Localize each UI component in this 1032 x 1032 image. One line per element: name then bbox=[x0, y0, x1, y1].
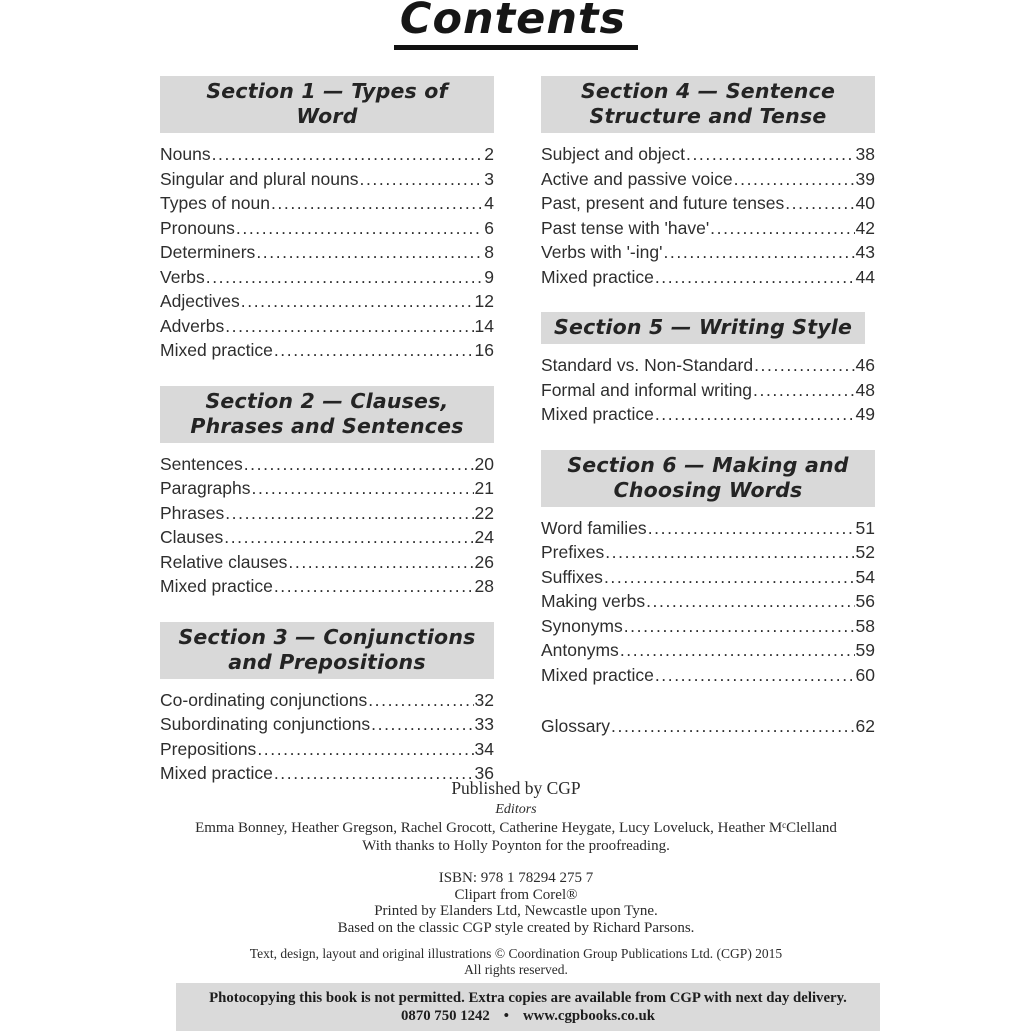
glossary-entry-slot bbox=[541, 714, 875, 739]
entry-label: Relative clauses bbox=[160, 551, 288, 572]
leader-dots bbox=[256, 240, 483, 265]
entry-label: Word families bbox=[541, 517, 647, 538]
toc-entry bbox=[160, 501, 494, 526]
entry-label: Standard vs. Non-Standard bbox=[541, 355, 754, 375]
toc-section bbox=[541, 450, 875, 688]
entry-label: Types of noun bbox=[160, 193, 270, 213]
entry-page-number: 44 bbox=[855, 266, 875, 287]
toc-section bbox=[160, 386, 494, 599]
entry-page-number: 40 bbox=[855, 193, 875, 213]
toc-entry bbox=[541, 240, 875, 265]
leader-dots bbox=[236, 216, 483, 241]
entry-label: Mixed practice bbox=[541, 664, 654, 685]
entry-page-number: 52 bbox=[855, 542, 875, 562]
phone-number: 0870 750 1242 bbox=[401, 1008, 490, 1024]
rights-line: All rights reserved. bbox=[464, 962, 568, 977]
entry-label: Making verbs bbox=[541, 591, 646, 611]
section-title: Section 5 — Writing Style bbox=[554, 315, 853, 339]
leader-dots bbox=[753, 378, 854, 403]
leader-dots bbox=[785, 191, 854, 216]
entry-page-number: 60 bbox=[855, 664, 875, 685]
entry-label: Adjectives bbox=[160, 291, 240, 311]
toc-section bbox=[541, 312, 875, 427]
printed-line: Printed by Elanders Ltd, Newcastle upon Tyne. bbox=[374, 903, 658, 919]
entry-label: Past tense with 'have' bbox=[541, 217, 710, 238]
entry-page-number: 33 bbox=[474, 714, 494, 734]
toc-entry bbox=[160, 338, 494, 363]
isbn-line: ISBN: 978 1 78294 275 7 bbox=[438, 870, 594, 886]
entry-page-number: 62 bbox=[855, 716, 875, 736]
entry-label: Pronouns bbox=[160, 217, 235, 238]
section-title: Section 4 — Sentence Structure and Tense bbox=[580, 79, 836, 128]
entry-page-number: 49 bbox=[855, 404, 875, 424]
entry-label: Subordinating conjunctions bbox=[160, 714, 371, 734]
section-title: Section 1 — Types of Word bbox=[206, 79, 448, 128]
entry-page-number: 48 bbox=[855, 379, 875, 400]
entry-page-number: 56 bbox=[855, 591, 875, 611]
bullet-separator: • bbox=[503, 1008, 509, 1024]
entry-page-number: 34 bbox=[474, 738, 494, 759]
entry-page-number: 59 bbox=[855, 640, 875, 660]
leader-dots bbox=[257, 737, 473, 762]
leader-dots bbox=[663, 240, 854, 265]
entry-label: Subject and object bbox=[541, 144, 685, 164]
section-header bbox=[160, 622, 494, 679]
toc-entry bbox=[541, 191, 875, 216]
section-entries bbox=[541, 353, 875, 427]
entry-label: Suffixes bbox=[541, 566, 603, 587]
toc-entry bbox=[541, 714, 875, 739]
entry-page-number: 21 bbox=[474, 478, 494, 498]
section-header bbox=[541, 450, 875, 507]
copyright-line: Text, design, layout and original illustrations © Coordination Group Publications Ltd. (CGP) 2015 bbox=[249, 946, 783, 961]
toc-entry bbox=[160, 550, 494, 575]
entry-page-number: 9 bbox=[484, 266, 494, 287]
toc-entry bbox=[160, 240, 494, 265]
leader-dots bbox=[710, 216, 854, 241]
leader-dots bbox=[620, 638, 855, 663]
section-entries bbox=[541, 516, 875, 688]
entry-label: Mixed practice bbox=[160, 576, 273, 596]
toc-entry bbox=[541, 589, 875, 614]
leader-dots bbox=[655, 265, 855, 290]
entry-page-number: 12 bbox=[474, 291, 494, 311]
entry-label: Past, present and future tenses bbox=[541, 193, 785, 213]
leader-dots bbox=[371, 712, 473, 737]
entry-page-number: 54 bbox=[855, 566, 875, 587]
entry-page-number: 2 bbox=[484, 144, 494, 164]
toc-entry bbox=[160, 314, 494, 339]
toc-section bbox=[160, 622, 494, 786]
leader-dots bbox=[648, 516, 855, 541]
leader-dots bbox=[241, 289, 474, 314]
toc-entry bbox=[160, 737, 494, 762]
section-header bbox=[541, 312, 865, 344]
leader-dots bbox=[251, 476, 473, 501]
entry-label: Determiners bbox=[160, 242, 256, 262]
leader-dots bbox=[225, 501, 473, 526]
section-title: Section 3 — Conjunctions and Prepositions bbox=[178, 624, 476, 674]
entry-label: Singular and plural nouns bbox=[160, 168, 359, 189]
section-header bbox=[160, 386, 494, 443]
entry-label: Mixed practice bbox=[160, 763, 273, 783]
toc-entry bbox=[160, 289, 494, 314]
toc-entry bbox=[160, 574, 494, 599]
toc-entry bbox=[541, 142, 875, 167]
leader-dots bbox=[244, 452, 474, 477]
contact-line bbox=[176, 1007, 880, 1025]
entry-page-number: 4 bbox=[484, 193, 494, 213]
toc-entry bbox=[160, 142, 494, 167]
entry-label: Prefixes bbox=[541, 542, 605, 562]
leader-dots bbox=[604, 565, 855, 590]
leader-dots bbox=[224, 525, 473, 550]
section-title: Section 2 — Clauses, Phrases and Sentences bbox=[190, 388, 464, 438]
entry-page-number: 28 bbox=[474, 576, 494, 596]
toc-entry bbox=[160, 265, 494, 290]
toc-entry bbox=[160, 167, 494, 192]
leader-dots bbox=[274, 574, 474, 599]
entry-label: Active and passive voice bbox=[541, 168, 733, 189]
entry-page-number: 14 bbox=[474, 315, 494, 336]
toc-entry bbox=[541, 638, 875, 663]
section-header bbox=[160, 76, 494, 133]
toc-entry bbox=[160, 476, 494, 501]
leader-dots bbox=[655, 663, 855, 688]
entry-label: Mixed practice bbox=[160, 340, 273, 360]
entry-label: Prepositions bbox=[160, 738, 257, 759]
section-entries bbox=[160, 142, 494, 363]
leader-dots bbox=[206, 265, 484, 290]
entry-page-number: 58 bbox=[855, 615, 875, 636]
title-wrap bbox=[0, 0, 1032, 50]
toc-entry bbox=[541, 353, 875, 378]
publisher-block bbox=[0, 778, 1032, 978]
toc-entry bbox=[541, 402, 875, 427]
toc-entry bbox=[541, 565, 875, 590]
toc-entry bbox=[541, 516, 875, 541]
editors-names: Emma Bonney, Heather Gregson, Rachel Grocott, Catherine Heygate, Lucy Loveluck, Heather MᶜClelland bbox=[195, 820, 837, 836]
toc-entry bbox=[160, 525, 494, 550]
leader-dots bbox=[271, 191, 483, 216]
photocopying-text: Photocopying this book is not permitted. Extra copies are available from CGP with next day delivery. bbox=[209, 990, 847, 1006]
toc-column-left bbox=[160, 76, 494, 809]
leader-dots bbox=[368, 688, 473, 713]
entry-page-number: 3 bbox=[484, 168, 494, 189]
leader-dots bbox=[754, 353, 854, 378]
based-on-line: Based on the classic CGP style created by Richard Parsons. bbox=[337, 919, 695, 936]
clipart-line: Clipart from Corel® bbox=[454, 886, 578, 903]
entry-page-number: 20 bbox=[474, 453, 494, 474]
page-title: Contents bbox=[394, 0, 638, 50]
entry-label: Antonyms bbox=[541, 640, 619, 660]
entry-label: Paragraphs bbox=[160, 478, 251, 498]
leader-dots bbox=[605, 540, 854, 565]
toc-entry bbox=[541, 663, 875, 688]
entry-label: Verbs bbox=[160, 266, 205, 287]
entry-page-number: 6 bbox=[484, 217, 494, 238]
toc-entry bbox=[541, 540, 875, 565]
toc-entry bbox=[541, 378, 875, 403]
toc-entry bbox=[160, 712, 494, 737]
leader-dots bbox=[611, 714, 854, 739]
toc-entry bbox=[541, 216, 875, 241]
entry-label: Adverbs bbox=[160, 315, 225, 336]
entry-page-number: 38 bbox=[855, 144, 875, 164]
toc-entry bbox=[541, 265, 875, 290]
entry-label: Glossary bbox=[541, 716, 611, 736]
leader-dots bbox=[274, 338, 474, 363]
website-url: www.cgpbooks.co.uk bbox=[522, 1008, 655, 1024]
editors-heading: Editors bbox=[495, 802, 537, 817]
entry-page-number: 51 bbox=[855, 517, 875, 538]
toc-entry bbox=[541, 167, 875, 192]
entry-label: Clauses bbox=[160, 527, 224, 547]
entry-label: Synonyms bbox=[541, 615, 623, 636]
entry-label: Sentences bbox=[160, 453, 243, 474]
entry-page-number: 42 bbox=[855, 217, 875, 238]
published-by-line: Published by CGP bbox=[451, 778, 581, 798]
entry-label: Formal and informal writing bbox=[541, 379, 753, 400]
entry-page-number: 16 bbox=[474, 340, 494, 360]
leader-dots bbox=[734, 167, 855, 192]
leader-dots bbox=[646, 589, 854, 614]
entry-page-number: 24 bbox=[474, 527, 494, 547]
section-title: Section 6 — Making and Choosing Words bbox=[567, 452, 849, 502]
entry-page-number: 26 bbox=[474, 551, 494, 572]
toc-entry bbox=[160, 688, 494, 713]
entry-page-number: 46 bbox=[855, 355, 875, 375]
leader-dots bbox=[655, 402, 855, 427]
entry-page-number: 22 bbox=[474, 502, 494, 523]
entry-page-number: 36 bbox=[474, 763, 494, 783]
entry-page-number: 39 bbox=[855, 168, 875, 189]
toc-entry bbox=[160, 452, 494, 477]
toc-section bbox=[160, 76, 494, 363]
entry-page-number: 8 bbox=[484, 242, 494, 262]
leader-dots bbox=[359, 167, 483, 192]
section-entries bbox=[160, 452, 494, 599]
entry-label: Mixed practice bbox=[541, 404, 654, 424]
leader-dots bbox=[225, 314, 473, 339]
entry-label: Co-ordinating conjunctions bbox=[160, 689, 368, 710]
entry-label: Verbs with '-ing' bbox=[541, 242, 663, 262]
leader-dots bbox=[212, 142, 484, 167]
photocopying-notice bbox=[176, 983, 880, 1031]
section-entries bbox=[160, 688, 494, 786]
leader-dots bbox=[624, 614, 855, 639]
entry-page-number: 43 bbox=[855, 242, 875, 262]
leader-dots bbox=[686, 142, 855, 167]
entry-label: Mixed practice bbox=[541, 266, 654, 287]
entry-page-number: 32 bbox=[474, 689, 494, 710]
toc-section bbox=[541, 76, 875, 289]
section-header bbox=[541, 76, 875, 133]
entry-label: Phrases bbox=[160, 502, 225, 523]
section-entries bbox=[541, 142, 875, 289]
leader-dots bbox=[288, 550, 473, 575]
toc-entry bbox=[541, 614, 875, 639]
toc-entry bbox=[160, 191, 494, 216]
toc-entry bbox=[160, 216, 494, 241]
entry-label: Nouns bbox=[160, 144, 211, 164]
thanks-line: With thanks to Holly Poynton for the proofreading. bbox=[362, 838, 670, 854]
toc-column-right bbox=[541, 76, 875, 739]
